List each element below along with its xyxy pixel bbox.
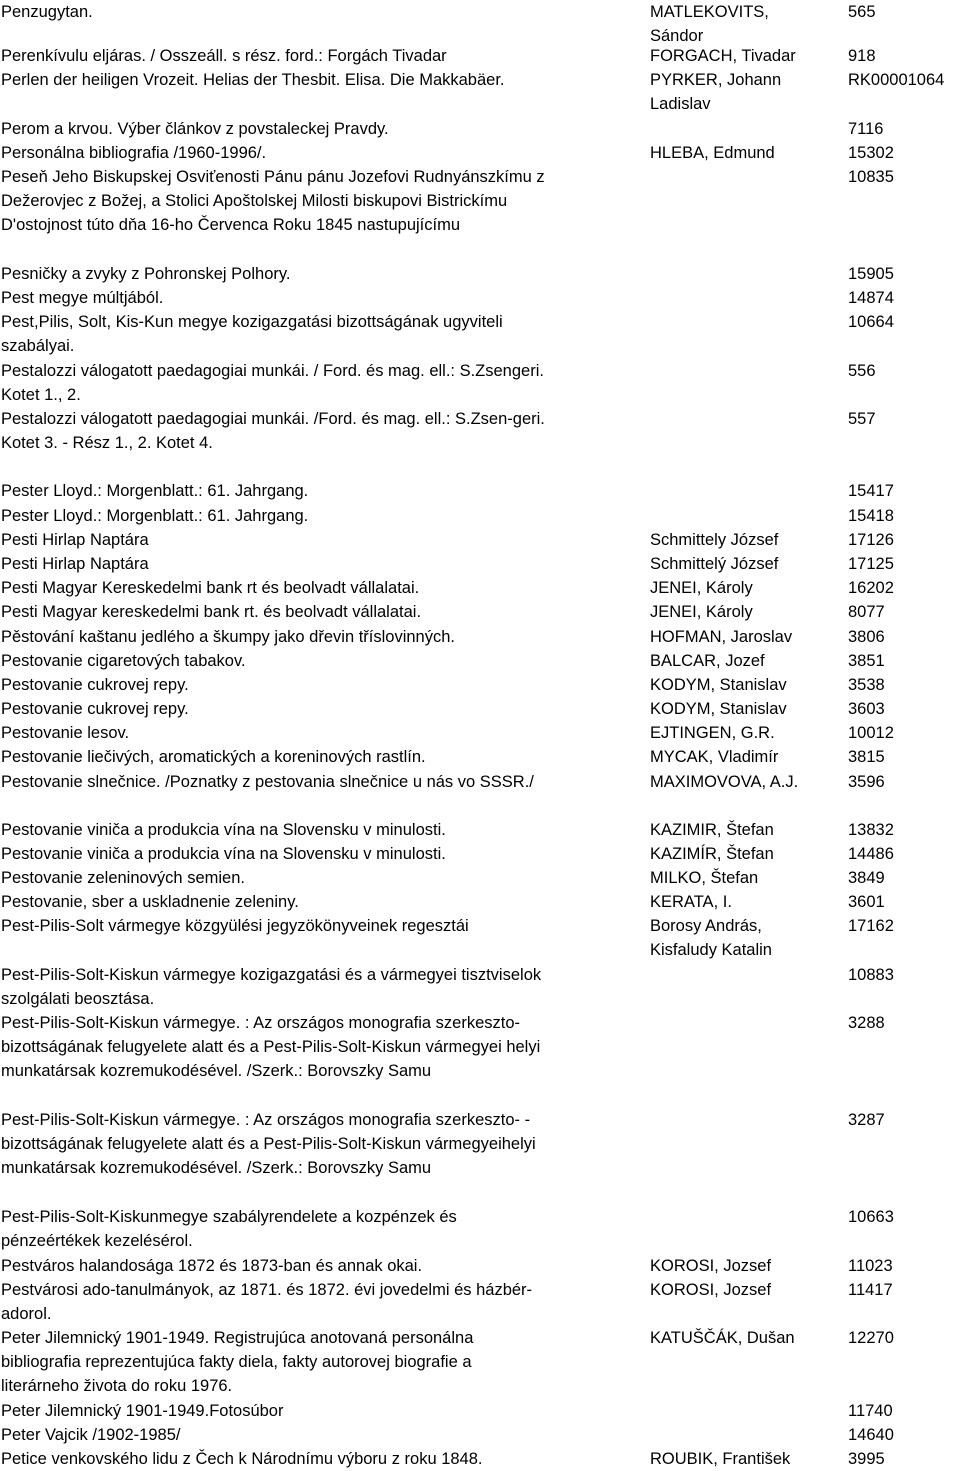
entry-number: 11023	[848, 1257, 893, 1275]
entry-number: 17162	[848, 917, 894, 935]
entry-number: 17125	[848, 555, 894, 573]
entry-title: Pesničky a zvyky z Pohronskej Polhory.	[1, 265, 291, 283]
entry-author: KERATA, I.	[650, 893, 732, 911]
entry-author: Borosy András, Kisfaludy Katalin	[650, 917, 772, 960]
entry-title: Penzugytan.	[1, 3, 93, 21]
entry-author: HOFMAN, Jaroslav	[650, 628, 793, 646]
entry-title: Pestovanie cigaretových tabakov.	[1, 652, 246, 670]
entry-number: 11740	[848, 1402, 893, 1420]
entry-number: 15905	[848, 265, 894, 283]
entry-number: 15418	[848, 507, 894, 525]
entry-title: Peter Jilemnický 1901-1949. Registrujúca anotovaná personálna bibliografia reprezentujúca fakty diela, fakty autorovej biografie a literárneho života do roku 1976.	[1, 1329, 474, 1396]
entry-title: Pestovanie cukrovej repy.	[1, 700, 189, 718]
entry-number: 7116	[848, 120, 884, 138]
entry-number: 10883	[848, 966, 894, 984]
entry-title: Pesti Magyar kereskedelmi bank rt. és beolvadt vállalatai.	[1, 603, 422, 621]
entry-number: 3601	[848, 893, 885, 911]
entry-title: Pesti Hirlap Naptára	[1, 531, 149, 549]
entry-number: 15302	[848, 144, 894, 162]
entry-title: Pest-Pilis-Solt-Kiskun vármegye. : Az országos monografia szerkeszto- bizottságának felugyelete alatt és a Pest-Pilis-Solt-Kiskun vármegyei helyi munkatársak kozremukodésével. /Szerk.: Borovszky Samu	[1, 1014, 541, 1081]
entry-title: Pester Lloyd.: Morgenblatt.: 61. Jahrgang.	[1, 507, 309, 525]
entry-number: 15417	[848, 482, 894, 500]
entry-title: Pestovanie viniča a produkcia vína na Slovensku v minulosti.	[1, 821, 446, 839]
entry-number: 3806	[848, 628, 885, 646]
entry-number: 14486	[848, 845, 894, 863]
entry-number: 10012	[848, 724, 894, 742]
entry-author: FORGACH, Tivadar	[650, 47, 796, 65]
entry-number: 17126	[848, 531, 894, 549]
entry-number: 10664	[848, 313, 894, 331]
entry-title: Perlen der heiligen Vrozeit. Helias der Thesbit. Elisa. Die Makkabäer.	[1, 71, 505, 89]
entry-title: Personálna bibliografia /1960-1996/.	[1, 144, 267, 162]
entry-number: RK00001064	[848, 71, 945, 89]
entry-author: KOROSI, Jozsef	[650, 1281, 772, 1299]
entry-number: 3538	[848, 676, 885, 694]
entry-number: 918	[848, 47, 876, 65]
entry-title: Pester Lloyd.: Morgenblatt.: 61. Jahrgang.	[1, 482, 309, 500]
entry-title: Peter Jilemnický 1901-1949.Fotosúbor	[1, 1402, 284, 1420]
entry-author: EJTINGEN, G.R.	[650, 724, 775, 742]
entry-number: 3603	[848, 700, 885, 718]
entry-author: KAZIMIR, Štefan	[650, 821, 774, 839]
entry-title: Pestalozzi válogatott paedagogiai munkái. / Ford. és mag. ell.: S.Zsengeri. Kotet 1., 2.	[1, 362, 544, 405]
entry-number: 3995	[848, 1450, 885, 1468]
entry-number: 557	[848, 410, 876, 428]
entry-author: KOROSI, Jozsef	[650, 1257, 772, 1275]
entry-title: Pest-Pilis-Solt-Kiskun vármegye. : Az országos monografia szerkeszto- - bizottságának felugyelete alatt és a Pest-Pilis-Solt-Kiskun vármegyeihelyi munkatársak kozremukodésével. /Szerk.: Borovszky Samu	[1, 1111, 536, 1178]
entry-author: HLEBA, Edmund	[650, 144, 775, 162]
entry-author: PYRKER, Johann Ladislav	[650, 71, 782, 114]
entry-number: 3851	[848, 652, 885, 670]
entry-title: Perenkívulu eljáras. / Osszeáll. s rész. ford.: Forgách Tivadar	[1, 47, 447, 65]
entry-number: 565	[848, 3, 876, 21]
entry-number: 556	[848, 362, 876, 380]
entry-number: 13832	[848, 821, 894, 839]
entry-title: Pesti Hirlap Naptára	[1, 555, 149, 573]
entry-number: 11417	[848, 1281, 893, 1299]
entry-title: Pest,Pilis, Solt, Kis-Kun megye kozigazgatási bizottságának ugyviteli szabályai.	[1, 313, 503, 356]
entry-number: 16202	[848, 579, 894, 597]
entry-title: Pestovanie zeleninových semien.	[1, 869, 245, 887]
entry-author: MILKO, Štefan	[650, 869, 759, 887]
entry-number: 12270	[848, 1329, 894, 1347]
entry-title: Pesti Magyar Kereskedelmi bank rt és beolvadt vállalatai.	[1, 579, 420, 597]
entry-author: JENEI, Károly	[650, 579, 753, 597]
entry-number: 10663	[848, 1208, 894, 1226]
entry-author: KODYM, Stanislav	[650, 700, 787, 718]
entry-author: MYCAK, Vladimír	[650, 748, 779, 766]
entry-title: Perom a krvou. Výber článkov z povstaleckej Pravdy.	[1, 120, 389, 138]
entry-number: 14640	[848, 1426, 894, 1444]
entry-author: Schmittely József	[650, 531, 779, 549]
entry-title: Pěstování kaštanu jedlého a škumpy jako dřevin tříslovinných.	[1, 628, 455, 646]
entry-title: Peseň Jeho Biskupskej Osviťenosti Pánu pánu Jozefovi Rudnyánszkímu z Dežerovjec z Božej, a Stolici Apoštolskej Milosti biskupovi Bistrickímu D'ostojnost túto dňa 16-ho Červenca Roku 1845 nastupujícímu	[1, 168, 545, 235]
entry-number: 3288	[848, 1014, 885, 1032]
entry-title: Pest-Pilis-Solt-Kiskunmegye szabályrendelete a kozpénzek és pénzeértékek kezelésérol.	[1, 1208, 457, 1251]
entry-number: 10835	[848, 168, 894, 186]
entry-title: Pest-Pilis-Solt vármegye közgyülési jegyzökönyveinek regesztái	[1, 917, 469, 935]
entry-title: Pest-Pilis-Solt-Kiskun vármegye kozigazgatási és a vármegyei tisztviselok szolgálati beosztása.	[1, 966, 542, 1009]
entry-title: Pestovanie, sber a uskladnenie zeleniny.	[1, 893, 299, 911]
entry-number: 3849	[848, 869, 885, 887]
entry-title: Pestovanie viniča a produkcia vína na Slovensku v minulosti.	[1, 845, 446, 863]
entry-author: MATLEKOVITS, Sándor	[650, 3, 769, 46]
entry-title: Pestvárosi ado-tanulmányok, az 1871. és 1872. évi jovedelmi és házbér- adorol.	[1, 1281, 533, 1324]
entry-number: 3287	[848, 1111, 885, 1129]
entry-author: JENEI, Károly	[650, 603, 753, 621]
entry-number: 8077	[848, 603, 885, 621]
entry-title: Petice venkovského lidu z Čech k Národnímu výboru z roku 1848.	[1, 1450, 483, 1468]
entry-title: Pestovanie cukrovej repy.	[1, 676, 189, 694]
entry-title: Pestváros halandosága 1872 és 1873-ban és annak okai.	[1, 1257, 423, 1275]
entry-title: Pest megye múltjából.	[1, 289, 164, 307]
entry-author: BALCAR, Jozef	[650, 652, 765, 670]
entry-author: ROUBIK, František	[650, 1450, 791, 1468]
entry-title: Peter Vajcik /1902-1985/	[1, 1426, 181, 1444]
entry-author: Schmittelý József	[650, 555, 779, 573]
entry-number: 14874	[848, 289, 894, 307]
entry-number: 3815	[848, 748, 885, 766]
entry-author: KODYM, Stanislav	[650, 676, 787, 694]
entry-title: Pestovanie liečivých, aromatických a koreninových rastlín.	[1, 748, 426, 766]
entry-author: MAXIMOVOVA, A.J.	[650, 773, 799, 791]
entry-number: 3596	[848, 773, 885, 791]
entry-author: KATUŠČÁK, Dušan	[650, 1329, 795, 1347]
entry-author: KAZIMÍR, Štefan	[650, 845, 774, 863]
entry-title: Pestalozzi válogatott paedagogiai munkái. /Ford. és mag. ell.: S.Zsen-geri. Kotet 3. - Rész 1., 2. Kotet 4.	[1, 410, 545, 453]
entry-title: Pestovanie lesov.	[1, 724, 130, 742]
entry-title: Pestovanie slnečnice. /Poznatky z pestovania slnečnice u nás vo SSSR./	[1, 773, 534, 791]
